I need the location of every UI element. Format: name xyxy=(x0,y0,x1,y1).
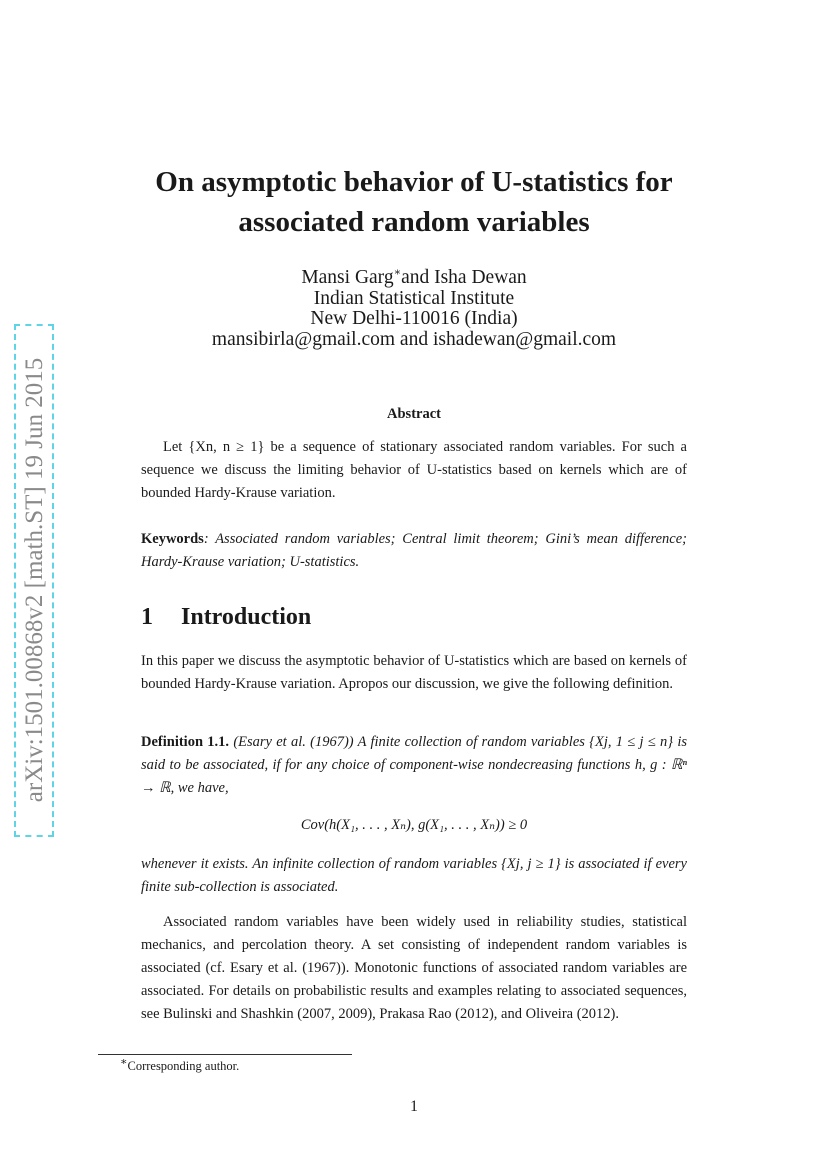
author-name-first: Mansi Garg xyxy=(301,267,394,288)
page-number: 1 xyxy=(410,1098,418,1115)
paper-title-line1: On asymptotic behavior of U-statistics for xyxy=(155,166,673,198)
abstract-heading: Abstract xyxy=(387,406,441,422)
paper-title-line2: associated random variables xyxy=(238,206,590,238)
intro-paragraph: In this paper we discuss the asymptotic behavior of U-statistics which are based on kernels of bounded Hardy-Krause variation. Apropos our discussion, we give the following definition. xyxy=(141,653,687,692)
definition-label: Definition 1.1. xyxy=(141,734,230,750)
section-number: 1 xyxy=(141,604,153,630)
section-title: Introduction xyxy=(181,604,312,630)
abstract-body: Let {Xn, n ≥ 1} be a sequence of stationary associated random variables. For such a sequence we discuss the limiting behavior of U-statistics based on kernels which are of bounded Hardy-Krause variation. xyxy=(141,439,687,501)
body-paragraph: Associated random variables have been widely used in reliability studies, statistical mechanics, and percolation theory. A set consisting of independent random variables is associated (cf. Esary et al. (1967)). Monotonic functions of associated random variables are associated. For details on probabilistic results and examples relating to associated sequences, see Bulinski and Shashkin (2007, 2009), Prakasa Rao (2012), and Oliveira (2012). xyxy=(141,914,687,1022)
author-address: New Delhi-110016 (India) xyxy=(310,308,518,329)
author-emails: mansibirla@gmail.com and ishadewan@gmail.com xyxy=(211,328,617,350)
footnote-text: Corresponding author. xyxy=(127,1059,240,1073)
definition-block xyxy=(141,731,687,800)
definition-formula: Cov(h(X₁, . . . , Xₙ), g(X₁, . . . , Xₙ)) ≥ 0 xyxy=(300,817,528,833)
arxiv-stamp-text: arXiv:1501.00868v2 [math.ST] 19 Jun 2015 xyxy=(21,357,48,803)
footnote-mark: ∗ xyxy=(120,1055,128,1068)
author-institute: Indian Statistical Institute xyxy=(313,287,515,309)
paper-title xyxy=(60,162,768,242)
author-block xyxy=(110,268,718,350)
footnote xyxy=(120,1055,240,1074)
definition-continuation: whenever it exists. An infinite collection of random variables {Xj, j ≥ 1} is associated if every finite sub-collection is associated. xyxy=(141,856,687,895)
arxiv-stamp xyxy=(14,324,56,837)
keywords-text: : Associated random variables; Central limit theorem; Gini’s mean difference; Hardy-Krause variation; U-statistics. xyxy=(141,531,687,570)
author-name-rest: and Isha Dewan xyxy=(401,267,527,288)
keywords-label: Keywords xyxy=(141,531,204,547)
footnote-rule xyxy=(98,1054,352,1055)
corresponding-author-mark: ∗ xyxy=(393,266,402,279)
definition-text: (Esary et al. (1967)) A finite collection of random variables {Xj, 1 ≤ j ≤ n} is said to be associated, if for any choice of component-wise nondecreasing functions h, g : ℝⁿ → ℝ, we have, xyxy=(141,734,687,796)
section-heading xyxy=(141,604,311,631)
keywords xyxy=(141,528,687,574)
author-names xyxy=(110,268,718,289)
